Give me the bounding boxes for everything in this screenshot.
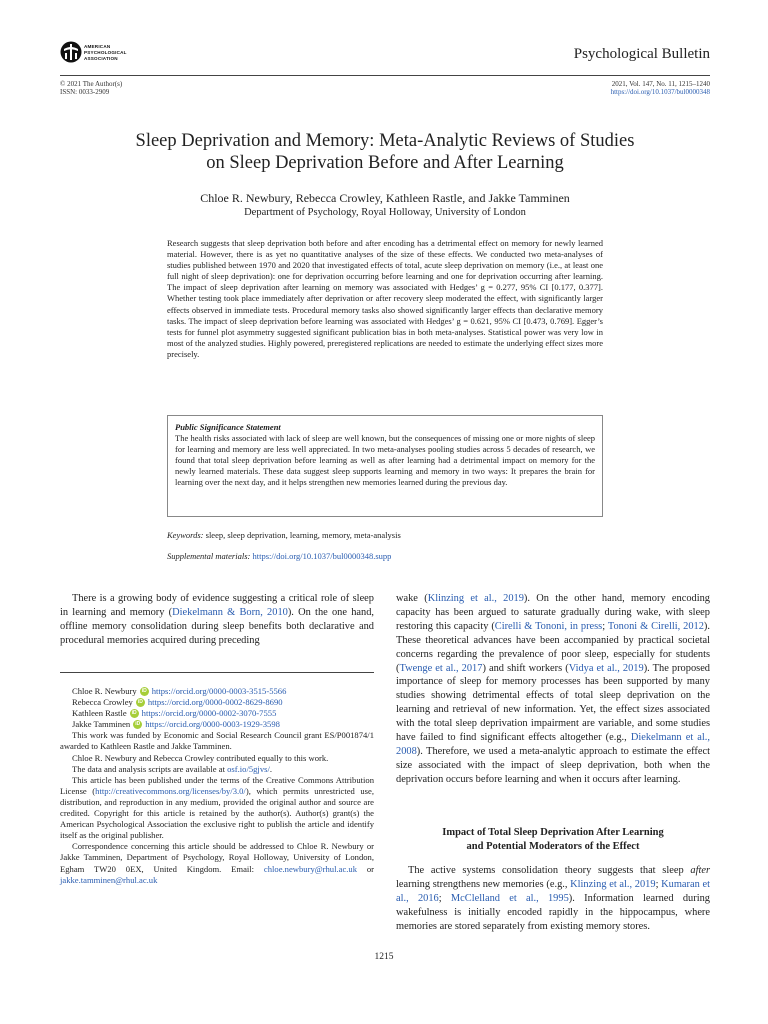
citation-link[interactable]: McClelland et al., 1995: [450, 892, 569, 904]
funding-note: This work was funded by Economic and Social Research Council grant ES/P001874/1 awarded to Kathleen Rastle and Jakke Tamminen.: [60, 730, 374, 752]
correspondence-note: Correspondence concerning this article should be addressed to Chloe R. Newbury or Jakke Tamminen, Department of Psychology, Royal Holloway, University of London, Egham TW20 0EX, United Kingdom. Email: chloe.newbury@rhul.ac.uk or jakke.tamminen@rhul.ac.uk: [60, 841, 374, 885]
email-link[interactable]: chloe.newbury@rhul.ac.uk: [263, 863, 358, 874]
abstract: Research suggests that sleep deprivation both before and after encoding has a detrimental effect on memory for newly learned material. However, there is as yet no quantitative analyses of the size of these effects. We conducted two meta-analyses of studies published between 1970 and 2020 that investigated effects of total, acute sleep deprivation on memory (i.e., at least one full night of sleep deprivation): one for deprivation occurring before learning and one for deprivation occurring after learning. The impact of sleep deprivation after learning on memory was associated with Hedges’ g = 0.277, 95% CI [0.177, 0.377]. Whether testing took place immediately after deprivation or after recovery sleep moderated the effect, with significantly larger effects observed in immediate tests. Procedural memory tasks also showed significantly larger effects than declarative memory tasks. The impact of sleep deprivation before learning was associated with Hedges’ g = 0.621, 95% CI [0.473, 0.769]. Egger’s tests for funnel plot asymmetry suggested significant publication bias in both meta-analyses. Statistical power was very low in most of the analyzed studies. Highly powered, preregistered replications are needed to estimate the underlying effect sizes more precisely.: [167, 238, 603, 359]
article-title: Sleep Deprivation and Memory: Meta-Analytic Reviews of Studies on Sleep Deprivation Before and After Learning: [135, 131, 635, 173]
keywords: [167, 530, 401, 541]
data-note: The data and analysis scripts are available at osf.io/5gjvs/.: [72, 763, 272, 774]
supplemental-label: Supplemental materials:: [167, 551, 251, 561]
copyright-block: [60, 80, 122, 96]
citation-block: [611, 80, 710, 96]
license-note: This article has been published under the terms of the Creative Commons Attribution License (http://creativecommons.org/licenses/by/3.0/), which permits unrestricted use, distribution, and reproduction in any medium, provided the original author and source are credited. Copyright for this article is retained by the author(s). Author(s) grant(s) the American Psychological Association the exclusive right to publish the article and identify itself as the original publisher.: [60, 774, 374, 841]
orcid-row: Rebecca Crowley iD https://orcid.org/0000-0002-8629-8690: [72, 697, 283, 708]
orcid-row: Kathleen Rastle iD https://orcid.org/0000-0002-3070-7555: [72, 708, 277, 719]
orcid-link[interactable]: https://orcid.org/0000-0003-1929-3598: [145, 719, 280, 730]
section-paragraph: The active systems consolidation theory suggests that sleep after learning strengthens new memories (e.g., Klinzing et al., 2019; Kumaran et al., 2016; McClelland et al., 1995). Information learned during wakefulness is initially encoded rapidly in the hippocampus, where memories are stored separately from existing memory stores.: [396, 865, 710, 932]
section-body: [396, 864, 710, 934]
footnotes: [60, 686, 374, 886]
citation-link[interactable]: Twenge et al., 2017: [399, 662, 483, 674]
supplemental-link[interactable]: https://doi.org/10.1037/bul0000348.supp: [252, 551, 392, 561]
citation-link[interactable]: Diekelmann et al., 2008: [396, 732, 710, 757]
body-left-intro: [60, 592, 374, 648]
citation-link[interactable]: Tononi & Cirelli, 2012: [607, 620, 704, 632]
orcid-icon: iD: [135, 721, 141, 728]
orcid-link[interactable]: https://orcid.org/0000-0002-3070-7555: [141, 708, 277, 719]
orcid-row: Chloe R. Newbury iD https://orcid.org/0000-0003-3515-5566: [72, 686, 287, 696]
affiliation: Department of Psychology, Royal Holloway, University of London: [244, 207, 526, 218]
orcid-icon: iD: [137, 699, 143, 706]
header-rule: [60, 75, 710, 76]
citation-link[interactable]: Cirelli & Tononi, in press: [494, 620, 603, 632]
citation: 2021, Vol. 147, No. 11, 1215–1240: [611, 80, 710, 88]
right-paragraph: wake (Klinzing et al., 2019). On the other hand, memory encoding capacity has been argued to saturate gradually during wake, with sleep restoring this capacity (Cirelli & Tononi, in press; Tononi & Cirelli, 2012). These theoretical advances have been accompanied by practical societal concerns regarding the prevalence of poor sleep, especially for students (Twenge et al., 2017) and shift workers (Vidya et al., 2019). The proposed importance of sleep for memory processes has been supported by many studies showing detrimental effects of total sleep deprivation on the learning and retrieval of new information. Yet, the effect sizes associated with the total sleep deprivation impairment are variable, and some studies have failed to find significant effects altogether (e.g., Diekelmann et al., 2008). Therefore, we used a meta-analytic approach to estimate the effect size associated with the impact of sleep deprivation, both when the deprivation occurs before learning and when it occurs after learning.: [396, 593, 710, 785]
journal-name: Psychological Bulletin: [573, 46, 710, 62]
body-right-column: [396, 592, 710, 787]
public-significance-box: [167, 415, 603, 517]
authors: Chloe R. Newbury, Rebecca Crowley, Kathleen Rastle, and Jakke Tamminen: [200, 191, 570, 205]
keywords-text: sleep, sleep deprivation, learning, memory, meta-analysis: [205, 530, 401, 540]
orcid-link[interactable]: https://orcid.org/0000-0002-8629-8690: [147, 697, 283, 708]
page-number: 1215: [374, 952, 394, 962]
orcid-link[interactable]: https://orcid.org/0000-0003-3515-5566: [151, 686, 287, 696]
section-heading: Impact of Total Sleep Deprivation After Learning and Potential Moderators of the Effect: [442, 827, 664, 852]
apa-logo: [60, 41, 160, 69]
license-link[interactable]: http://creativecommons.org/licenses/by/3.0/: [95, 785, 246, 796]
intro-paragraph: There is a growing body of evidence suggesting a critical role of sleep in learning and memory (Diekelmann & Born, 2010). On the one hand, offline memory consolidation during sleep benefits both declarative and procedural memories acquired during preceding: [60, 593, 375, 646]
orcid-icon: iD: [141, 688, 147, 695]
pss-text: The health risks associated with lack of sleep are well known, but the consequences of missing one or more nights of sleep for learning and memory are less well appreciated. In two meta-analyses pooling studies across 5 decades of research, we found that total sleep deprivation before learning as well as after learning had a detrimental impact on memory for the newly learned materials. These data suggest sleep supports learning and memory in two ways: It prepares the brain for learning over the next day, and it helps strengthen new memories learned during the previous day.: [175, 433, 595, 488]
citation-link[interactable]: Klinzing et al., 2019: [427, 593, 524, 604]
citation-link[interactable]: Klinzing et al., 2019: [570, 878, 656, 890]
contribution-note: Chloe R. Newbury and Rebecca Crowley contributed equally to this work.: [72, 752, 329, 763]
orcid-row: Jakke Tamminen iD https://orcid.org/0000-0003-1929-3598: [72, 719, 280, 730]
osf-link[interactable]: osf.io/5gjvs/: [227, 763, 270, 774]
keywords-label: Keywords:: [167, 530, 204, 540]
issn: ISSN: 0033-2909: [60, 88, 110, 96]
apa-emblem-icon: [60, 41, 82, 63]
footnote-rule: [60, 672, 374, 673]
pss-title: Public Significance Statement: [175, 422, 281, 432]
orcid-icon: iD: [131, 710, 137, 717]
citation-link[interactable]: Vidya et al., 2019: [568, 662, 644, 674]
copyright: © 2021 The Author(s): [60, 80, 123, 88]
citation-link[interactable]: Diekelmann & Born, 2010: [172, 606, 288, 618]
citation-link[interactable]: Kumaran et al., 2016: [396, 878, 710, 904]
doi-link[interactable]: https://doi.org/10.1037/bul0000348: [610, 88, 710, 96]
email-link[interactable]: jakke.tamminen@rhul.ac.uk: [60, 874, 158, 885]
supplemental: [167, 551, 391, 562]
apa-name: AMERICAN PSYCHOLOGICAL ASSOCIATION: [84, 44, 127, 61]
